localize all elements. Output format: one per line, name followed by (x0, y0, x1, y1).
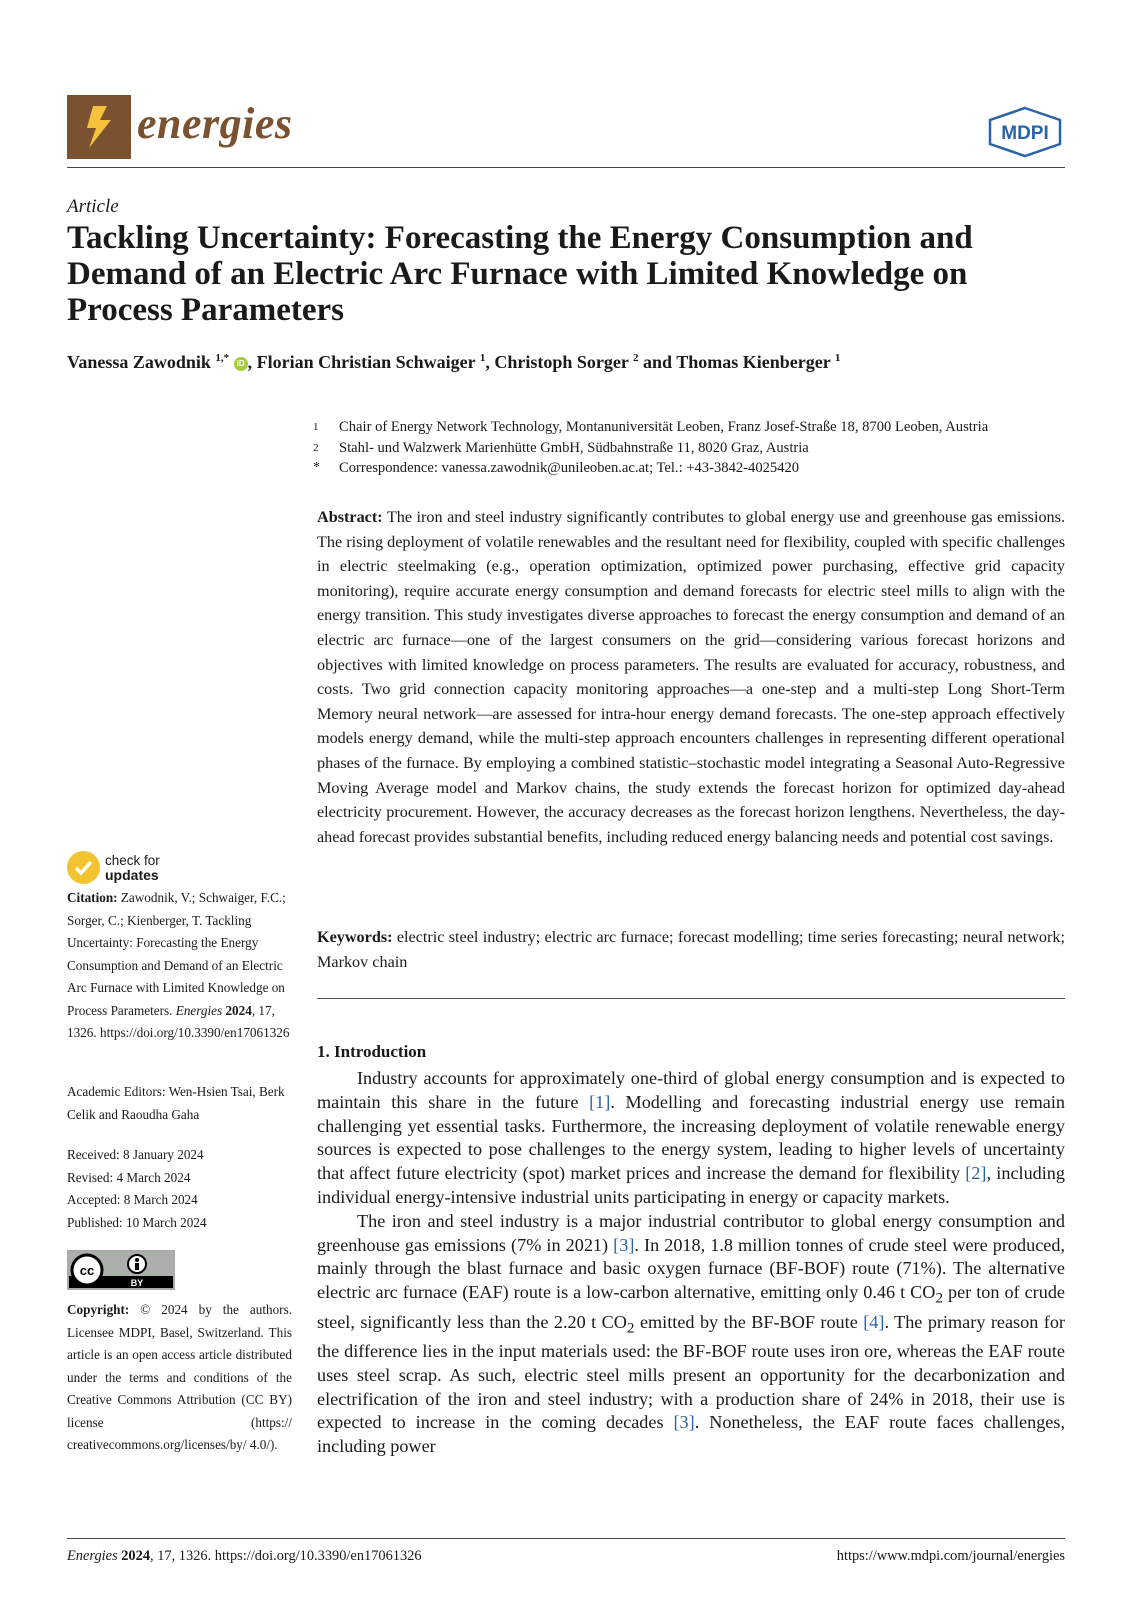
citation-label: Citation: (67, 890, 118, 905)
footer-rule (67, 1538, 1065, 1539)
abstract-text: The iron and steel industry significantly contributes to global energy use and greenhouse gas emissions. The rising deployment of volatile renewables and the resultant need for flexibility, coupled with specific challenges in electric steelmaking (e.g., operation optimization, optimized power purchasing, effective grid capacity monitoring), require accurate energy consumption and demand forecasts for electric steel mills to align with the energy transition. This study investigates diverse approaches to forecast the energy consumption and demand of an electric arc furnace—one of the largest consumers on the grid—considering various forecast horizons and objectives with limited knowledge on process parameters. The results are evaluated for accuracy, robustness, and costs. Two grid connection capacity monitoring approaches—a one-step and a multi-step Long Short-Term Memory neural network—are assessed for intra-hour energy demand forecasts. The one-step approach effectively models energy demand, while the multi-step approach encounters challenges in representing different operational phases of the furnace. By employing a combined statistic–stochastic model integrating a Seasonal Auto-Regressive Moving Average model and Markov chains, the study extends the forecast horizon for optimized day-ahead electricity procurement. However, the accuracy decreases as the forecast horizon lengthens. Nevertheless, the day-ahead forecast provides substantial benefits, including reduced energy balancing needs and potential cost savings. (317, 508, 1065, 846)
abstract-label: Abstract: (317, 508, 383, 526)
keywords (317, 925, 1065, 974)
article-type: Article (67, 196, 119, 217)
affiliation-mark: 1 (313, 421, 319, 433)
header-rule (67, 167, 1065, 168)
academic-editors: Academic Editors: Wen-Hsien Tsai, Berk Celik and Raoudha Gaha (67, 1084, 285, 1122)
checkmark-icon (67, 851, 100, 884)
article-title: Tackling Uncertainty: Forecasting the Energy Consumption and Demand of an Electric Arc Furnace with Limited Knowledge on Process Parameters (67, 220, 973, 328)
journal-logo (67, 95, 131, 159)
author-name[interactable]: Vanessa Zawodnik (67, 352, 211, 372)
author-affil-mark: 1 (834, 352, 841, 364)
citation-link[interactable]: [3] (613, 1234, 635, 1255)
author-affil-mark: 2 (633, 352, 639, 364)
accepted-date: Accepted: 8 March 2024 (67, 1192, 198, 1207)
citation-block (67, 887, 292, 1045)
journal-name: energies (137, 99, 293, 148)
citation-text: Zawodnik, V.; Schwaiger, F.C.; Sorger, C.; Kienberger, T. Tackling Uncertainty: Forecasting the Energy Consumption and Demand of an Electric Arc Furnace with Limited Knowledge on Process Parameters. (67, 890, 286, 1018)
affiliation-row (313, 458, 1073, 479)
author-affil-mark: 1 (479, 352, 486, 364)
published-date: Published: 10 March 2024 (67, 1214, 207, 1230)
citation-link[interactable]: [4] (863, 1311, 885, 1332)
citation-link[interactable]: [3] (673, 1412, 695, 1433)
affiliation-mark: * (313, 460, 320, 475)
citation-doi[interactable]: , 17, 1326. https://doi.org/10.3390/en17061326 (67, 1002, 290, 1040)
affiliation-mark: 2 (313, 441, 319, 454)
abstract (317, 505, 1065, 849)
revised-date: Revised: 4 March 2024 (67, 1169, 191, 1185)
check-updates-line1: check for (105, 853, 160, 868)
publisher-logo-text: MDPI (1001, 123, 1049, 144)
author-name[interactable]: Florian Christian Schwaiger (256, 352, 476, 372)
author-name[interactable]: Christoph Sorger (494, 352, 629, 372)
affiliation-row (313, 417, 1073, 438)
cc-by-license-badge[interactable] (67, 1250, 175, 1290)
affiliation-text: Stahl- und Walzwerk Marienhütte GmbH, Südbahnstraße 11, 8020 Graz, Austria (339, 439, 809, 456)
paragraph: The iron and steel industry is a major industrial contributor to global energy consumption and greenhouse gas emissions (7% in 2021) [3]. In 2018, 1.8 million tonnes of crude steel were produced, mainly through the blast furnace and basic oxygen furnace (BF-BOF) route (71%). The alternative electric arc furnace (EAF) route is a low-carbon alternative, emitting only 0.46 t $CO_2$ per ton of crude steel, significantly less than the 2.20 t $CO_2$ emitted by the BF-BOF route [4]. The primary reason for the difference lies in the input materials used: the BF-BOF route uses iron ore, whereas the EAF route uses steel scrap. As such, electric steel mills present an opportunity for the decarbonization and electrification of the iron and steel industry; with a production share of 24% in 2018, their use is expected to increase in the coming decades [3]. Nonetheless, the EAF route faces challenges, including power (317, 1210, 1066, 1457)
lightning-icon (79, 104, 119, 150)
section-divider (317, 998, 1065, 999)
citation-journal: Energies (175, 1002, 223, 1018)
orcid-icon[interactable]: iD (234, 357, 248, 371)
citation-link[interactable]: [1] (589, 1091, 611, 1112)
author-name[interactable]: Thomas Kienberger (676, 352, 831, 372)
section-heading: 1. Introduction (317, 1042, 427, 1061)
publisher-logo (986, 106, 1064, 158)
copyright-label: Copyright: (67, 1302, 130, 1317)
footer-journal-url[interactable]: https://www.mdpi.com/journal/energies (836, 1548, 1065, 1564)
publication-dates (67, 1144, 292, 1234)
copyright-text: © 2024 by the authors. Licensee MDPI, Basel, Switzerland. This article is an open access article distributed under the terms and conditions of the Creative Commons Attribution (CC BY) license (https:// creativecommons.org/licenses/by/ 4.0/). (67, 1302, 293, 1452)
citation-year: 2024 (225, 1002, 252, 1018)
correspondence-text[interactable]: Correspondence: vanessa.zawodnik@unileoben.ac.at; Tel.: +43-3842-4025420 (339, 460, 800, 476)
affiliation-text: Chair of Energy Network Technology, Montanuniversität Leoben, Franz Josef-Straße 18, 8700 Leoben, Austria (339, 419, 989, 435)
received-date: Received: 8 January 2024 (67, 1147, 204, 1162)
footer-doi-link[interactable]: , 17, 1326. https://doi.org/10.3390/en17061326 (150, 1548, 422, 1564)
cc-by-label: BY (130, 1278, 144, 1288)
copyright-block (67, 1299, 292, 1457)
introduction-body (317, 1067, 1065, 1459)
affiliation-row (313, 438, 1073, 459)
keywords-text: electric steel industry; electric arc furnace; forecast modelling; time series forecasting; neural network; Markov chain (317, 928, 1065, 971)
author-list: Vanessa Zawodnik $^{1,*}$ iD , Florian Christian Schwaiger $^1$, Christoph Sorger $^2$ and Thomas Kienberger $^1$ (67, 352, 841, 372)
citation-link[interactable]: [2] (965, 1163, 987, 1184)
author-affil-mark: 1,* (215, 352, 230, 364)
keywords-label: Keywords: (317, 928, 393, 946)
svg-text:cc: cc (79, 1263, 95, 1278)
affiliations (313, 417, 1073, 479)
check-for-updates-button[interactable] (67, 851, 267, 891)
footer-citation: Energies 2024, 17, 1326. https://doi.org/10.3390/en17061326 (67, 1548, 422, 1564)
check-updates-line2: updates (105, 867, 159, 883)
paragraph: Industry accounts for approximately one-third of global energy consumption and is expected to maintain this share in the future [1]. Modelling and forecasting industrial energy use remain challenging yet essential tasks. Furthermore, the increasing deployment of volatile renewable energy sources is expected to pose challenges to the energy system, leading to higher levels of uncertainty that affect future electricity (spot) market prices and increase the demand for flexibility [2], including individual energy-intensive industrial units participating in energy or capacity markets. (317, 1068, 1065, 1207)
